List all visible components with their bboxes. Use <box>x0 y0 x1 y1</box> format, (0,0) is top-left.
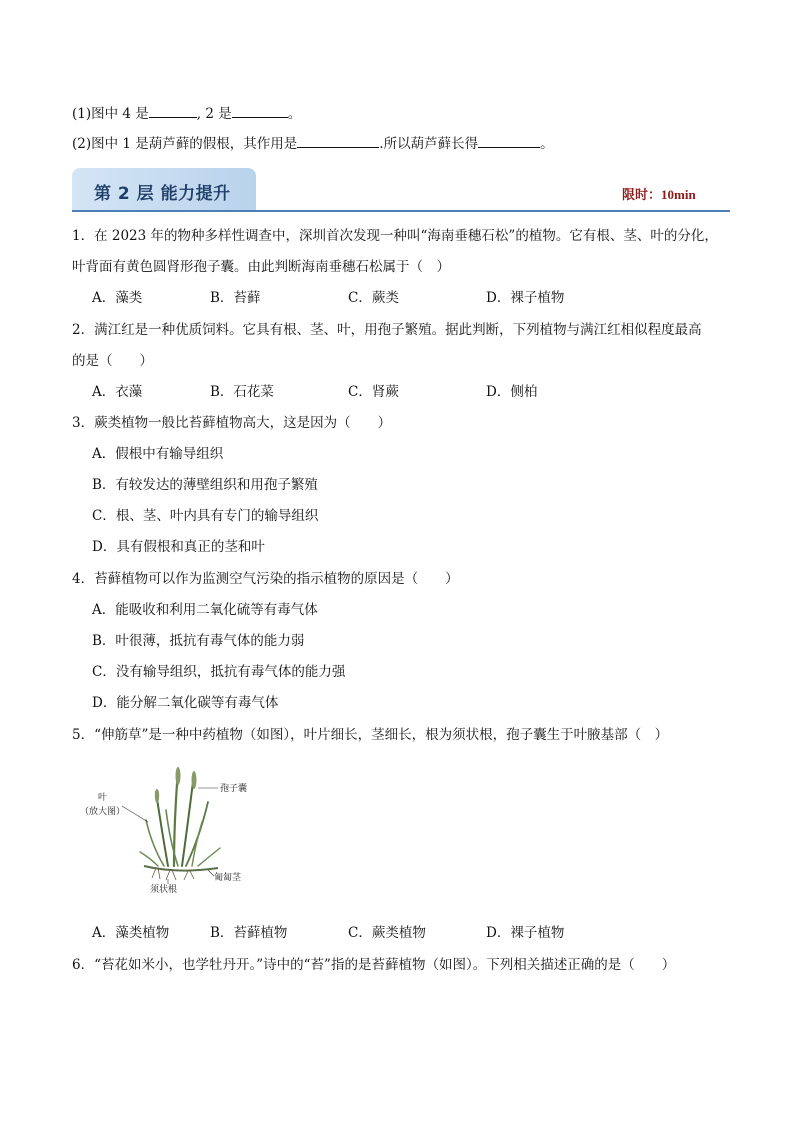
question-4-line-1: 4．苔藓植物可以作为监测空气污染的指示植物的原因是（ ） <box>72 571 459 587</box>
question-5-line-1: 5．“伸筋草”是一种中药植物（如图），叶片细长，茎细长，根为须状根，孢子囊生于叶腋基部（ ） <box>72 727 669 743</box>
option-d[interactable]: D．裸子植物 <box>486 925 565 941</box>
plant-figure <box>78 762 278 902</box>
intro-question-2 <box>72 133 554 154</box>
answer-blank[interactable] <box>478 133 540 148</box>
section-title: 第 2 层 能力提升 <box>94 184 231 204</box>
question-2-line-2: 的是（ ） <box>72 353 153 369</box>
option-b[interactable]: B．石花菜 <box>210 384 274 400</box>
figure-label-sporangium: 孢子囊 <box>220 784 248 794</box>
intro-q2-mid: .所以葫芦藓长得 <box>379 136 479 152</box>
option-c[interactable]: C．没有输导组织，抵抗有毒气体的能力强 <box>92 664 346 680</box>
intro-q1-mid: , 2 是 <box>196 106 232 122</box>
leaf-pointer <box>122 806 148 822</box>
option-a[interactable]: A．能吸收和利用二氧化硫等有毒气体 <box>92 602 318 618</box>
option-d[interactable]: D．侧柏 <box>486 384 538 400</box>
intro-q2-end: 。 <box>540 136 554 152</box>
question-3-line-1: 3．蕨类植物一般比苔藓植物高大，这是因为（ ） <box>72 415 392 431</box>
answer-blank[interactable] <box>297 133 379 148</box>
answer-blank[interactable] <box>149 103 197 118</box>
intro-q1-prefix: (1)图中 4 是 <box>72 106 149 122</box>
option-a[interactable]: A．藻类植物 <box>92 925 170 941</box>
section-banner <box>72 168 256 210</box>
option-a[interactable]: A．假根中有输导组织 <box>92 446 224 462</box>
question-6-line-1: 6．“苔花如米小，也学牡丹开。”诗中的“苔”指的是苔藓植物（如图）。下列相关描述正确的是（ ） <box>72 957 676 973</box>
time-limit <box>622 184 696 203</box>
time-limit-value: 10min <box>661 187 696 202</box>
answer-blank[interactable] <box>232 103 288 118</box>
section-divider <box>72 210 730 212</box>
option-b[interactable]: B．有较发达的薄壁组织和用孢子繁殖 <box>92 477 318 493</box>
stems-drawing <box>140 770 220 866</box>
question-2-line-1: 2．满江红是一种优质饲料。它具有根、茎、叶，用孢子繁殖。据此判断，下列植物与满江红相似程度最高 <box>72 322 702 338</box>
option-a[interactable]: A．衣藻 <box>92 384 143 400</box>
intro-q1-end: 。 <box>287 106 302 122</box>
figure-label-leaf: 叶 <box>98 793 108 803</box>
figure-label-roots: 须状根 <box>150 885 178 895</box>
figure-label-leaf-note: （放大图） <box>80 807 126 817</box>
option-c[interactable]: C．根、茎、叶内具有专门的输导组织 <box>92 508 319 524</box>
option-b[interactable]: B．叶很薄，抵抗有毒气体的能力弱 <box>92 633 305 649</box>
option-b[interactable]: B．苔藓植物 <box>210 925 288 941</box>
time-limit-label: 限时： <box>622 188 662 203</box>
intro-q2-prefix: (2)图中 1 是葫芦藓的假根，其作用是 <box>72 136 298 152</box>
option-c[interactable]: C．蕨类植物 <box>348 925 426 941</box>
option-a[interactable]: A．藻类 <box>92 290 143 306</box>
figure-label-rhizome: 匍匐茎 <box>214 873 242 883</box>
question-1-line-1: 1．在 2023 年的物种多样性调查中，深圳首次发现一种叫“海南垂穗石松”的植物。它有根、茎、叶的分化， <box>72 228 718 244</box>
option-d[interactable]: D．具有假根和真正的茎和叶 <box>92 539 265 555</box>
question-1-line-2: 叶背面有黄色圆肾形孢子囊。由此判断海南垂穗石松属于（ ） <box>72 259 450 275</box>
option-c[interactable]: C．蕨类 <box>348 290 399 306</box>
option-c[interactable]: C．肾蕨 <box>348 384 399 400</box>
intro-question-1 <box>72 103 301 124</box>
option-d[interactable]: D．能分解二氧化碳等有毒气体 <box>92 695 279 711</box>
option-b[interactable]: B．苔藓 <box>210 290 261 306</box>
option-d[interactable]: D．裸子植物 <box>486 290 565 306</box>
